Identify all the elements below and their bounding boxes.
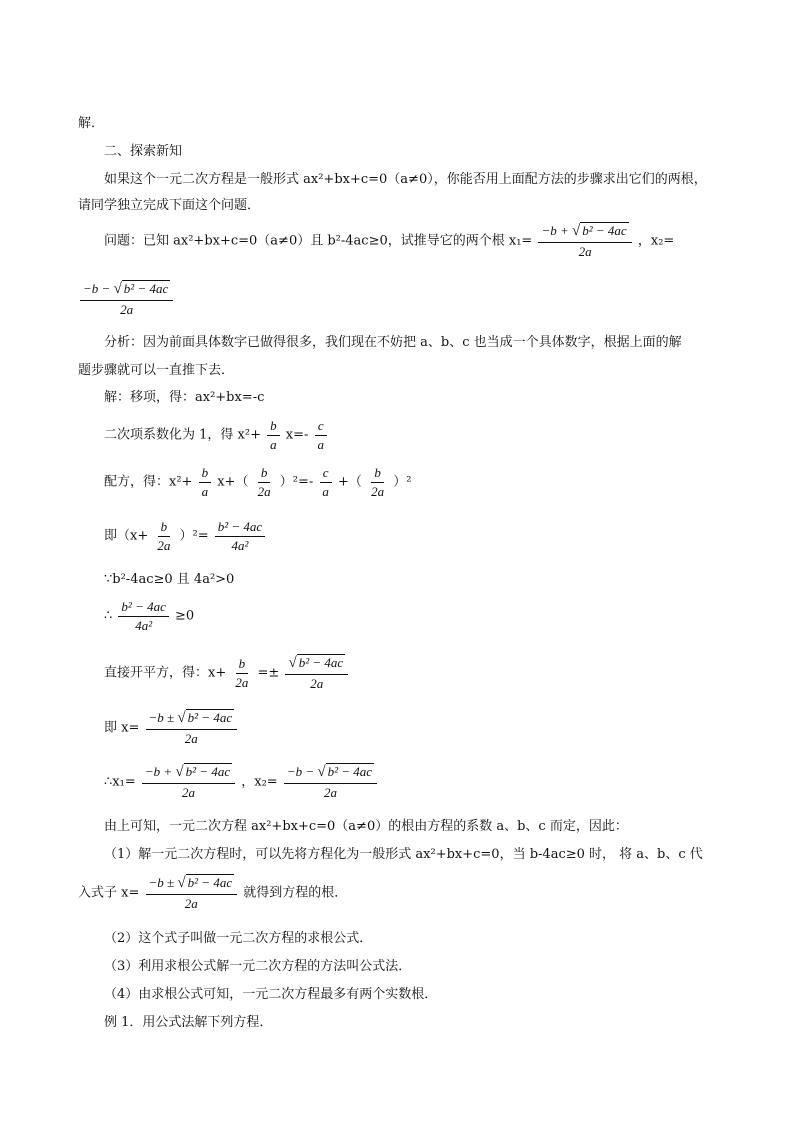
text-line: 请同学独立完成下面这个问题． xyxy=(78,198,261,213)
root-formula-minus: $\frac{\text{−b − √ b² − 4ac}}{2a}$ xyxy=(78,282,175,316)
text-line: （2）这个式子叫做一元二次方程的求根公式． xyxy=(104,931,373,946)
text-line: 由上可知，一元二次方程 ax²+bx+c=0（a≠0）的根由方程的系数 a、b、c 而定，因此： xyxy=(104,819,628,834)
example-heading: 例 1．用公式法解下列方程． xyxy=(104,1015,273,1030)
equation-line: 二次项系数化为 1，得 x²+ $\frac{b}{a}$ x=- $\frac{c}{a}$ xyxy=(104,419,329,451)
equation-line: 入式子 x= $\frac{\text{−b ± √ b² − 4ac}}{2a}$ 就得到方程的根． xyxy=(78,875,348,911)
equation-line: 直接开平方，得：x+ $\frac{b}{2a}$ =± $\frac{\text{√ b² − 4ac}}{2a}$ xyxy=(104,656,350,690)
equation-line: ∴ $\frac{\text{b² − 4ac}}{\text{4a²}}$ ≥0 xyxy=(104,599,195,633)
equation-line: 即（x+ $\frac{b}{2a}$ ）²= $\frac{\text{b² − 4ac}}{\text{4a²}}$ xyxy=(104,520,267,552)
equation-line: ∴x₁= $\frac{\text{−b + √ b² − 4ac}}{2a}$ ，x₂= $\frac{\text{−b − √ b² − 4ac}}{2a}$ xyxy=(104,765,379,799)
text-line: 解． xyxy=(78,116,105,131)
text-line: （1）解一元二次方程时，可以先将方程化为一般形式 ax²+bx+c=0，当 b-4ac≥0 时， 将 a、b、c 代 xyxy=(104,847,703,862)
equation-line: 配方，得：x²+ $\frac{b}{a}$ x+（ $\frac{b}{2a}$ ）²=- $\frac{c}{a}$ +（ $\frac{b}{2a}$ ）² xyxy=(104,465,412,499)
text-line: 题步骤就可以一直推下去． xyxy=(78,363,235,378)
text-line: （3）利用求根公式解一元二次方程的方法叫公式法． xyxy=(104,959,412,974)
text-line: 解：移项，得：ax²+bx=-c xyxy=(104,390,265,405)
problem-line: 问题：已知 ax²+bx+c=0（a≠0）且 b²-4ac≥0，试推导它的两个根 x₁= $\frac{\text{−b + √ b² − 4ac}}{2a}$ ，x₂= xyxy=(104,223,675,259)
root-formula-plus: $\frac{\text{−b + √ b² − 4ac}}{2a}$ xyxy=(538,224,631,258)
text-line: 如果这个一元二次方程是一般形式 ax²+bx+c=0（a≠0），你能否用上面配方法的步骤求出它们的两根， xyxy=(104,172,707,187)
text-line: 分析：因为前面具体数字已做得很多，我们现在不妨把 a、b、c 也当成一个具体数字，根据上面的解 xyxy=(104,335,682,350)
text-line: ∵b²-4ac≥0 且 4a²>0 xyxy=(104,572,235,587)
equation-line: 即 x= $\frac{\text{−b ± √ b² − 4ac}}{2a}$ xyxy=(104,711,239,745)
text-line: （4）由求根公式可知，一元二次方程最多有两个实数根． xyxy=(104,987,438,1002)
section-heading: 二、探索新知 xyxy=(104,144,183,159)
